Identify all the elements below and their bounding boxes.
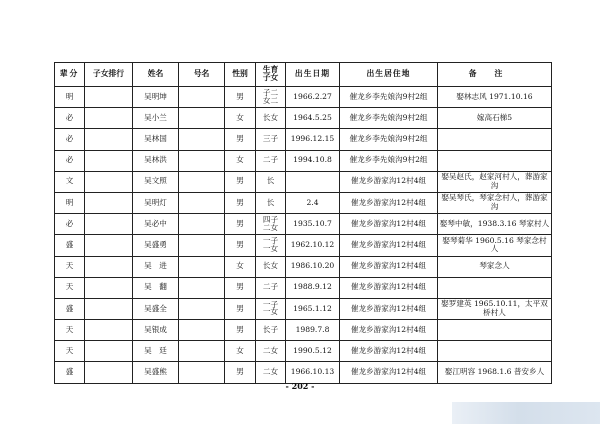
table-row xyxy=(55,235,552,256)
alias-cell xyxy=(179,171,225,192)
birth-order-line: 三子 xyxy=(262,134,279,144)
page-number: - 202 - xyxy=(285,381,315,391)
birth-order-cell xyxy=(256,150,286,171)
header-name: 姓名 xyxy=(133,63,179,87)
alias-cell xyxy=(179,87,225,108)
residence-cell: 催龙乡游家沟12村4组 xyxy=(340,341,438,362)
birth-order-line: 二女 xyxy=(262,222,279,232)
birth-date-cell: 1965.1.12 xyxy=(286,298,340,319)
gender-cell: 女 xyxy=(225,108,256,129)
table-row xyxy=(55,277,552,298)
generation-cell: 天 xyxy=(55,277,85,298)
gender-cell: 女 xyxy=(225,341,256,362)
residence-cell: 催龙乡游家沟12村4组 xyxy=(340,298,438,319)
name-cell: 吴盛勇 xyxy=(133,235,179,256)
generation-cell: 天 xyxy=(55,256,85,277)
remarks-cell: 琴家念人 xyxy=(438,256,552,277)
name-cell: 吴盛熊 xyxy=(133,362,179,383)
residence-cell: 催龙乡李先娘沟9村2组 xyxy=(340,87,438,108)
birth-date-cell xyxy=(286,171,340,192)
birth-date-cell: 1990.5.12 xyxy=(286,341,340,362)
remarks-cell: 嫁高石梯5 xyxy=(438,108,552,129)
name-cell: 吴林洪 xyxy=(133,150,179,171)
birth-order-line: 长女 xyxy=(262,112,279,122)
table-row xyxy=(55,192,552,213)
alias-cell xyxy=(179,341,225,362)
remarks-cell xyxy=(438,129,552,150)
name-cell: 吴文照 xyxy=(133,171,179,192)
alias-cell xyxy=(179,362,225,383)
table-row xyxy=(55,256,552,277)
name-cell: 吴银成 xyxy=(133,320,179,341)
birth-order-cell xyxy=(256,171,286,192)
birth-order-cell xyxy=(256,256,286,277)
name-cell: 吴明灯 xyxy=(133,192,179,213)
header-birth-order xyxy=(256,63,286,87)
birth-date-cell: 1962.10.12 xyxy=(286,235,340,256)
header-birth-order-line-1: 生育 xyxy=(262,65,279,75)
birth-order-line: 二子 xyxy=(262,282,279,292)
birth-date-cell: 1966.10.13 xyxy=(286,362,340,383)
sibling-rank-cell xyxy=(85,277,133,298)
genealogy-table xyxy=(54,62,552,384)
birth-order-cell xyxy=(256,235,286,256)
birth-date-cell: 1988.9.12 xyxy=(286,277,340,298)
table-body xyxy=(55,87,552,384)
birth-order-cell xyxy=(256,214,286,235)
alias-cell xyxy=(179,108,225,129)
residence-cell: 催龙乡游家沟12村4组 xyxy=(340,214,438,235)
sibling-rank-cell xyxy=(85,171,133,192)
generation-cell: 盛 xyxy=(55,298,85,319)
header-remarks: 备注 xyxy=(438,63,552,87)
sibling-rank-cell xyxy=(85,214,133,235)
birth-order-line: 四子 xyxy=(262,215,279,225)
name-cell: 吴 翻 xyxy=(133,277,179,298)
birth-date-cell: 1935.10.7 xyxy=(286,214,340,235)
gender-cell: 男 xyxy=(225,129,256,150)
generation-cell: 盛 xyxy=(55,235,85,256)
name-cell: 吴明坤 xyxy=(133,87,179,108)
residence-cell: 催龙乡游家沟12村4组 xyxy=(340,235,438,256)
remarks-cell: 娶林志风 1971.10.16 xyxy=(438,87,552,108)
header-residence: 出生居住地 xyxy=(340,63,438,87)
sibling-rank-cell xyxy=(85,235,133,256)
gender-cell: 男 xyxy=(225,362,256,383)
sibling-rank-cell xyxy=(85,150,133,171)
name-cell: 吴林国 xyxy=(133,129,179,150)
birth-order-line: 一女 xyxy=(262,307,279,317)
alias-cell xyxy=(179,150,225,171)
gender-cell: 男 xyxy=(225,298,256,319)
birth-date-cell: 1989.7.8 xyxy=(286,320,340,341)
generation-cell: 必 xyxy=(55,108,85,129)
header-sibling-rank: 子女排行 xyxy=(85,63,133,87)
remarks-cell xyxy=(438,320,552,341)
sibling-rank-cell xyxy=(85,362,133,383)
birth-order-line: 二女 xyxy=(262,367,279,377)
residence-cell: 催龙乡游家沟12村4组 xyxy=(340,171,438,192)
gender-cell: 男 xyxy=(225,171,256,192)
generation-cell: 盛 xyxy=(55,362,85,383)
table-row xyxy=(55,171,552,192)
residence-cell: 催龙乡李先娘沟9村2组 xyxy=(340,129,438,150)
gender-cell: 女 xyxy=(225,256,256,277)
birth-order-cell xyxy=(256,320,286,341)
gender-cell: 男 xyxy=(225,214,256,235)
remarks-cell: 娶罗建英 1965.10.11，太平双桥村人 xyxy=(438,298,552,319)
table-row xyxy=(55,87,552,108)
remarks-cell xyxy=(438,277,552,298)
residence-cell: 催龙乡游家沟12村4组 xyxy=(340,256,438,277)
gender-cell: 女 xyxy=(225,150,256,171)
alias-cell xyxy=(179,277,225,298)
table-row xyxy=(55,362,552,383)
birth-order-line: 女二 xyxy=(262,95,279,105)
birth-order-cell xyxy=(256,192,286,213)
header-row xyxy=(55,63,552,87)
generation-cell: 明 xyxy=(55,192,85,213)
alias-cell xyxy=(179,192,225,213)
header-alias: 号名 xyxy=(179,63,225,87)
residence-cell: 催龙乡游家沟12村4组 xyxy=(340,277,438,298)
scan-watermark-strip xyxy=(452,402,600,424)
gender-cell: 男 xyxy=(225,320,256,341)
birth-order-cell xyxy=(256,277,286,298)
birth-date-cell: 1996.12.15 xyxy=(286,129,340,150)
alias-cell xyxy=(179,256,225,277)
birth-order-cell xyxy=(256,129,286,150)
table-row xyxy=(55,341,552,362)
residence-cell: 催龙乡李先娘沟9村2组 xyxy=(340,108,438,129)
birth-date-cell: 2.4 xyxy=(286,192,340,213)
alias-cell xyxy=(179,320,225,341)
residence-cell: 催龙乡游家沟12村4组 xyxy=(340,320,438,341)
alias-cell xyxy=(179,129,225,150)
table-row xyxy=(55,298,552,319)
sibling-rank-cell xyxy=(85,256,133,277)
remarks-cell: 娶吴赵氏，赵家河村人，葬游家沟 xyxy=(438,171,552,192)
gender-cell: 男 xyxy=(225,235,256,256)
birth-order-cell xyxy=(256,108,286,129)
remarks-cell: 娶吴琴氏，琴家念村人，葬游家沟 xyxy=(438,192,552,213)
table-row xyxy=(55,108,552,129)
sibling-rank-cell xyxy=(85,129,133,150)
birth-order-line: 二子 xyxy=(262,155,279,165)
remarks-cell xyxy=(438,341,552,362)
name-cell: 吴 廷 xyxy=(133,341,179,362)
generation-cell: 必 xyxy=(55,214,85,235)
birth-order-line: 二女 xyxy=(262,345,279,355)
alias-cell xyxy=(179,235,225,256)
sibling-rank-cell xyxy=(85,87,133,108)
sibling-rank-cell xyxy=(85,192,133,213)
birth-date-cell: 1964.5.25 xyxy=(286,108,340,129)
name-cell: 吴小兰 xyxy=(133,108,179,129)
birth-order-line: 长女 xyxy=(262,261,279,271)
residence-cell: 催龙乡游家沟12村4组 xyxy=(340,362,438,383)
sibling-rank-cell xyxy=(85,298,133,319)
table-row xyxy=(55,129,552,150)
birth-order-line: 子二 xyxy=(262,87,279,97)
generation-cell: 必 xyxy=(55,129,85,150)
header-birth-order-line-2: 子女 xyxy=(262,72,279,82)
generation-cell: 天 xyxy=(55,320,85,341)
remarks-cell: 娶琴菊华 1960.5.16 琴家念村人 xyxy=(438,235,552,256)
birth-date-cell: 1994.10.8 xyxy=(286,150,340,171)
birth-date-cell: 1966.2.27 xyxy=(286,87,340,108)
header-generation: 辈分 xyxy=(55,63,85,87)
table-row xyxy=(55,150,552,171)
birth-order-cell xyxy=(256,298,286,319)
name-cell: 吴盛全 xyxy=(133,298,179,319)
remarks-cell: 娶琴中敏，1938.3.16 琴家村人 xyxy=(438,214,552,235)
residence-cell: 催龙乡李先娘沟9村2组 xyxy=(340,150,438,171)
birth-order-line: 长子 xyxy=(262,324,279,334)
sibling-rank-cell xyxy=(85,341,133,362)
birth-order-line: 长 xyxy=(266,176,275,186)
remarks-cell: 娶江明容 1968.1.6 普安乡人 xyxy=(438,362,552,383)
birth-order-cell xyxy=(256,362,286,383)
alias-cell xyxy=(179,214,225,235)
generation-cell: 必 xyxy=(55,150,85,171)
birth-order-line: 一子 xyxy=(262,299,279,309)
birth-order-line: 一女 xyxy=(262,243,279,253)
birth-order-cell xyxy=(256,341,286,362)
sibling-rank-cell xyxy=(85,108,133,129)
generation-cell: 明 xyxy=(55,87,85,108)
header-gender: 性别 xyxy=(225,63,256,87)
generation-cell: 天 xyxy=(55,341,85,362)
name-cell: 吴 进 xyxy=(133,256,179,277)
residence-cell: 催龙乡游家沟12村4组 xyxy=(340,192,438,213)
alias-cell xyxy=(179,298,225,319)
birth-order-line: 一子 xyxy=(262,236,279,246)
sibling-rank-cell xyxy=(85,320,133,341)
header-birth-date: 出生日期 xyxy=(286,63,340,87)
gender-cell: 男 xyxy=(225,277,256,298)
remarks-cell xyxy=(438,150,552,171)
gender-cell: 男 xyxy=(225,192,256,213)
generation-cell: 文 xyxy=(55,171,85,192)
birth-order-cell xyxy=(256,87,286,108)
name-cell: 吴必中 xyxy=(133,214,179,235)
gender-cell: 男 xyxy=(225,87,256,108)
table-row xyxy=(55,214,552,235)
birth-order-line: 长 xyxy=(266,197,275,207)
table-row xyxy=(55,320,552,341)
birth-date-cell: 1986.10.20 xyxy=(286,256,340,277)
